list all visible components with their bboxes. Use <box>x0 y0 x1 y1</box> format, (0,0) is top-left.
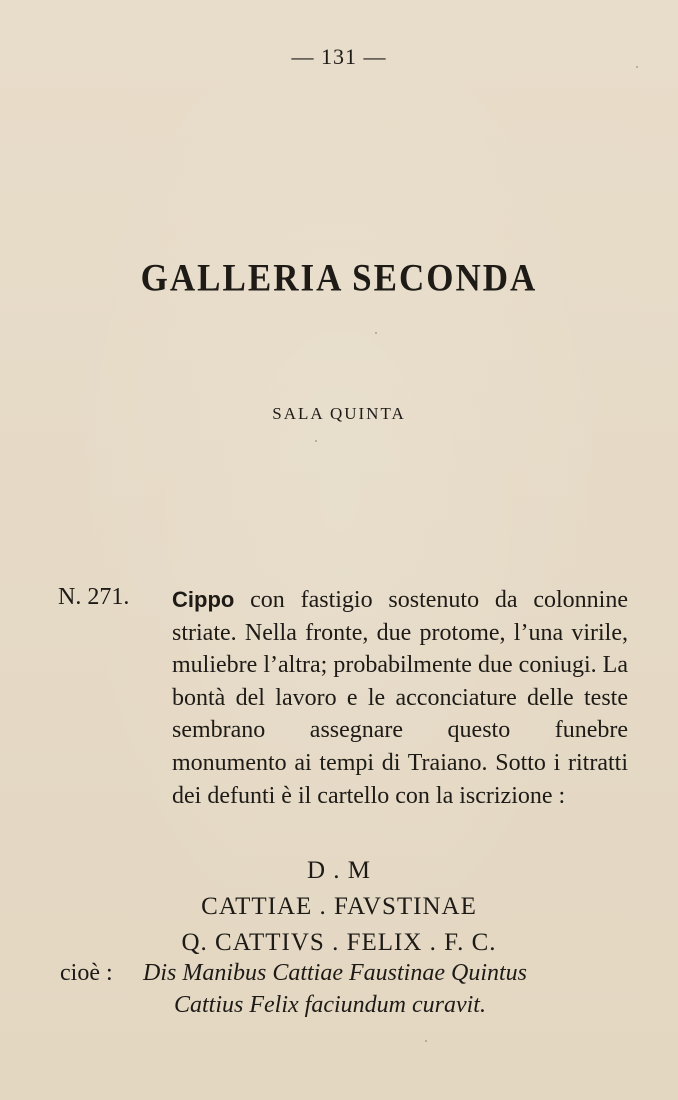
page-number: — 131 — <box>291 44 387 69</box>
inscription-line-2: CATTIAE . FAVSTINAE <box>201 893 477 920</box>
paper-speck <box>375 332 377 334</box>
translation-line-2: Cattius Felix faciundum curavit. <box>174 992 486 1018</box>
translation-line-1: Dis Manibus Cattiae Faustinae Quintus <box>143 960 527 986</box>
entry-description <box>172 584 628 812</box>
section-subtitle: SALA QUINTA <box>272 404 406 423</box>
entry-body-text: con fastigio sostenuto da colonnine striate. Nella fronte, due protome, l’una virile, muliebre l’altra; probabilmente due coniugi. La bontà del lavoro e le acconciature delle teste sembrano assegnare questo funebre monumento ai tempi di Traiano. Sotto i ritratti dei defunti è il cartello con la iscrizione : <box>172 587 628 809</box>
section-title: GALLERIA SECONDA <box>140 255 538 300</box>
entry-number: N. 271. <box>58 584 130 610</box>
entry-lead-word: Cippo <box>172 587 235 612</box>
inscription-line-1: D . M <box>306 857 372 884</box>
paper-speck <box>425 1040 427 1042</box>
translation-label: cioè : <box>60 960 113 986</box>
inscription-line-3: Q. CATTIVS . FELIX . F. C. <box>181 929 497 956</box>
paper-speck <box>315 440 317 442</box>
paper-speck <box>636 66 638 68</box>
